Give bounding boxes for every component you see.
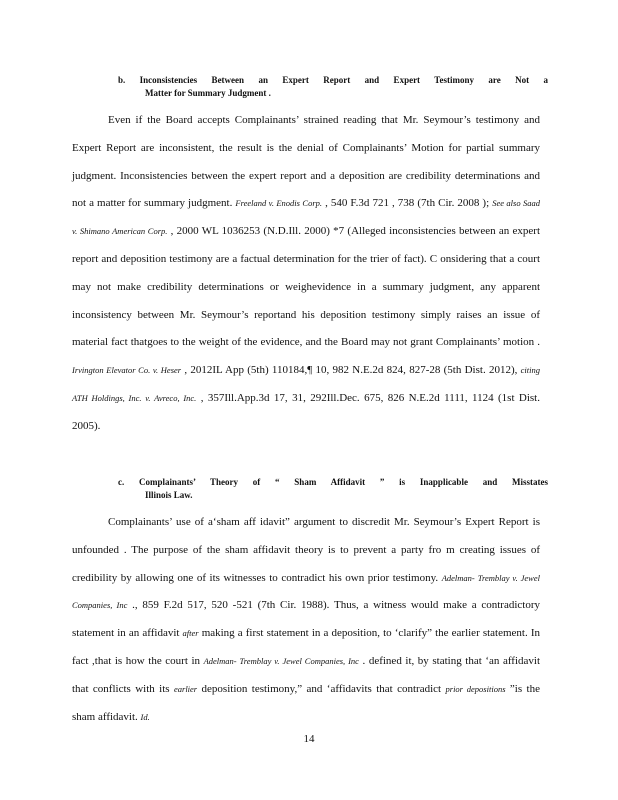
text-run: . defined it, by stating that ‘an affidavit that conflicts with its <box>72 654 541 695</box>
paragraph-text <box>72 509 540 731</box>
text-run: making a first statement in a deposition, to ‘clarify” the earlier statement. In fact ,that is how the court in <box>72 627 540 667</box>
case-citation: Adelman- Tremblay v. Jewel Companies, Inc <box>203 655 359 666</box>
section-heading-c-line1: c. Complainants’ Theory of “ Sham Affidavit ” is Inapplicable and Misstates <box>118 477 548 487</box>
emphasis: prior depositions <box>445 683 506 694</box>
case-citation: Adelman- Tremblay v. Jewel Companies, Inc <box>72 572 540 611</box>
text-run: , 540 F.3d 721 , 738 (7th Cir. 2008 ); <box>322 197 493 210</box>
case-citation: Freeland v. Enodis Corp. <box>235 198 323 209</box>
text-run: ., 859 F.2d 517, 520 -521 (7th Cir. 1988). Thus, a witness would make a contradictory statement in an affidavit <box>72 599 541 640</box>
paragraph-sham-affidavit <box>72 509 540 731</box>
case-citation: Id. <box>140 711 150 722</box>
section-heading-c <box>118 476 548 502</box>
section-heading-c-line2: Illinois Law. <box>145 490 193 500</box>
case-citation: citing ATH Holdings, Inc. v. Avreco, Inc. <box>72 365 540 403</box>
section-heading-b <box>118 74 548 100</box>
section-heading-b-line2: Matter for Summary Judgment . <box>145 88 271 98</box>
emphasis: earlier <box>173 683 198 694</box>
case-citation: See also Saad v. Shimano American Corp. <box>72 198 541 237</box>
text-run: ”is the sham affidavit. <box>72 682 540 723</box>
text-run: Complainants’ use of a‘sham aff idavit” argument to discredit Mr. Seymour’s Expert Report is unfounded . The purpose of the sham affidavit theory is to prevent a party fro m creating issues of credibility by allowing one of its witnesses to contradict his own prior testimony. <box>72 516 540 584</box>
page-number: 14 <box>303 733 315 745</box>
case-citation: Irvington Elevator Co. v. Heser <box>72 365 182 376</box>
paragraph-inconsistencies <box>72 107 540 441</box>
text-run: , 2012IL App (5th) 110184,¶ 10, 982 N.E.2d 824, 827-28 (5th Dist. 2012), <box>181 364 521 377</box>
text-run: , 2000 WL 1036253 (N.D.Ill. 2000) *7 (Alleged inconsistencies between an expert report and deposition testimony are a factual determination for the trier of fact). C onsidering that a court may not make credibility determinations or weighevidence in a summary judgment, any apparent inconsistency between Mr. Seymour’s reportand his deposition testimony simply raises an issue of material fact thatgoes to the weight of the evidence, and the Board may not grant Complainants’ motion . <box>72 225 541 349</box>
text-run: deposition testimony,” and ‘affidavits that contradict <box>197 682 446 695</box>
text-run: Even if the Board accepts Complainants’ strained reading that Mr. Seymour’s testimony and Expert Report are inconsistent, the result is the denial of Complainants’ Motion for partial summary judgment. Inconsistencies between the expert report and a deposition are credibility determinations and not a matter for summary judgment. <box>72 114 540 210</box>
paragraph-text <box>72 107 540 441</box>
section-heading-b-line1: b. Inconsistencies Between an Expert Report and Expert Testimony are Not a <box>118 75 548 85</box>
emphasis: after <box>182 628 199 639</box>
text-run: , 357Ill.App.3d 17, 31, 292Ill.Dec. 675, 826 N.E.2d 1111, 1124 (1st Dist. 2005). <box>72 391 540 432</box>
